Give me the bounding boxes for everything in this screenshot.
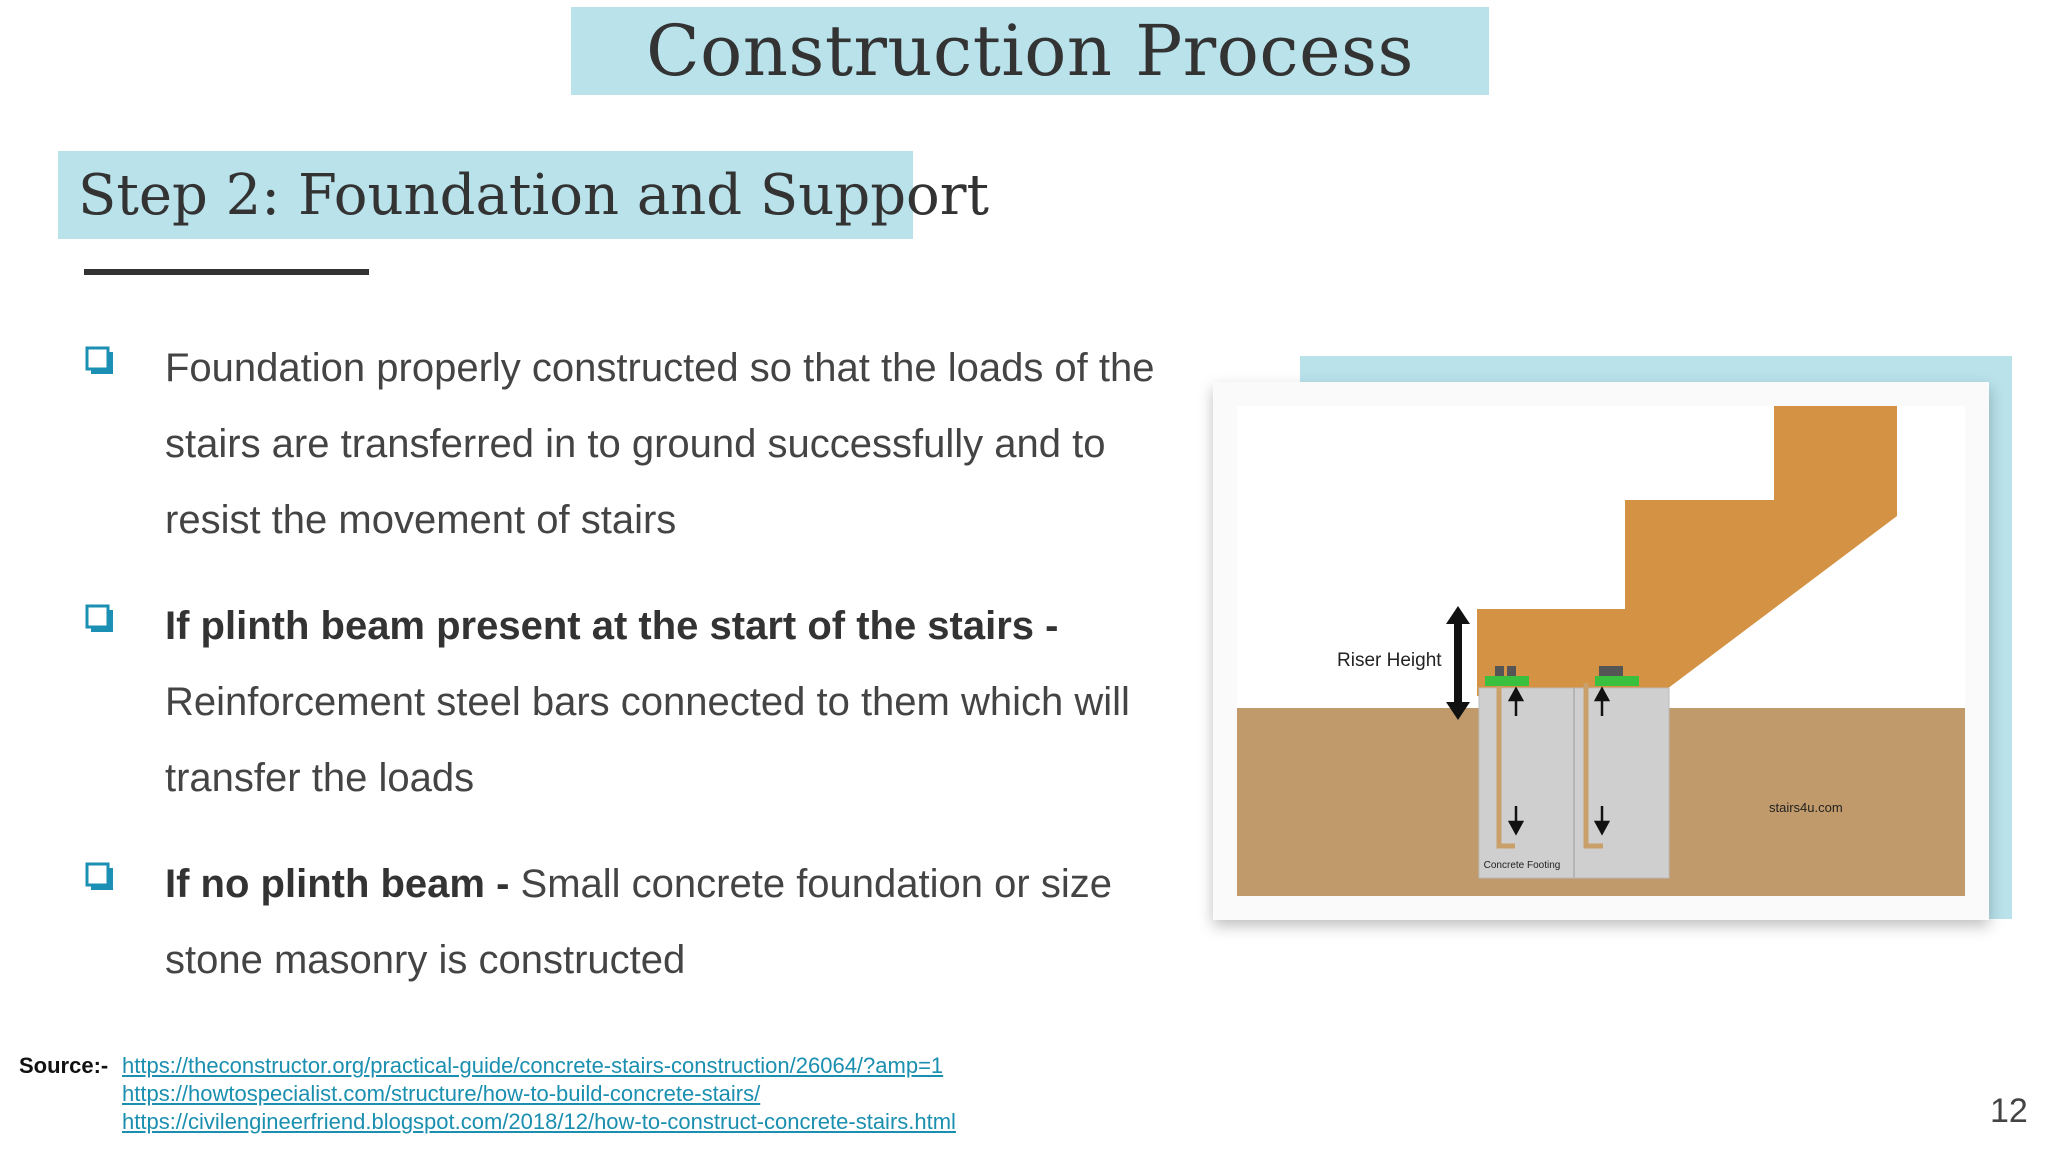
source-link[interactable]: https://theconstructor.org/practical-guide/concrete-stairs-construction/26064/?amp=1 [122, 1053, 944, 1078]
bullet-item [85, 330, 1165, 558]
bullet-text: Small concrete foundation or size stone masonry is constructed [165, 862, 1112, 982]
bullet-item [85, 846, 1165, 998]
slide-title-box [571, 7, 1489, 95]
checkbox-bullet-icon [85, 862, 115, 892]
bullet-bold: If no plinth beam - [165, 862, 521, 906]
source-label: Source:- [19, 1053, 109, 1078]
step-heading: Step 2: Foundation and Support [78, 162, 990, 228]
checkbox-bullet-icon [85, 346, 115, 376]
green-plate [1595, 676, 1639, 686]
bullet-text: Foundation properly constructed so that the loads of the stairs are transferred in to ground successfully and to resist the movement of stairs [165, 346, 1155, 542]
stair-foundation-figure [1213, 382, 1989, 920]
bullet-bold: If plinth beam present at the start of the stairs - [165, 604, 1059, 648]
stair-diagram [1237, 406, 1965, 896]
source-link[interactable]: https://howtospecialist.com/structure/how-to-build-concrete-stairs/ [122, 1081, 761, 1106]
source-block [19, 1052, 956, 1134]
checkbox-bullet-icon [85, 604, 115, 634]
bullet-text: Reinforcement steel bars connected to them which will transfer the loads [165, 680, 1130, 800]
bullet-list [85, 330, 1165, 998]
heading-underline [84, 269, 369, 275]
green-plate [1485, 676, 1529, 686]
riser-height-label: Riser Height [1337, 650, 1442, 671]
source-link[interactable]: https://civilengineerfriend.blogspot.com/2018/12/how-to-construct-concrete-stairs.html [122, 1109, 956, 1134]
watermark-label: stairs4u.com [1769, 800, 1843, 815]
page-number: 12 [1990, 1092, 2028, 1130]
slide-title: Construction Process [646, 10, 1414, 92]
concrete-footing-label: Concrete Footing [1483, 860, 1561, 871]
bullet-item [85, 588, 1165, 816]
step-heading-box [58, 151, 990, 239]
